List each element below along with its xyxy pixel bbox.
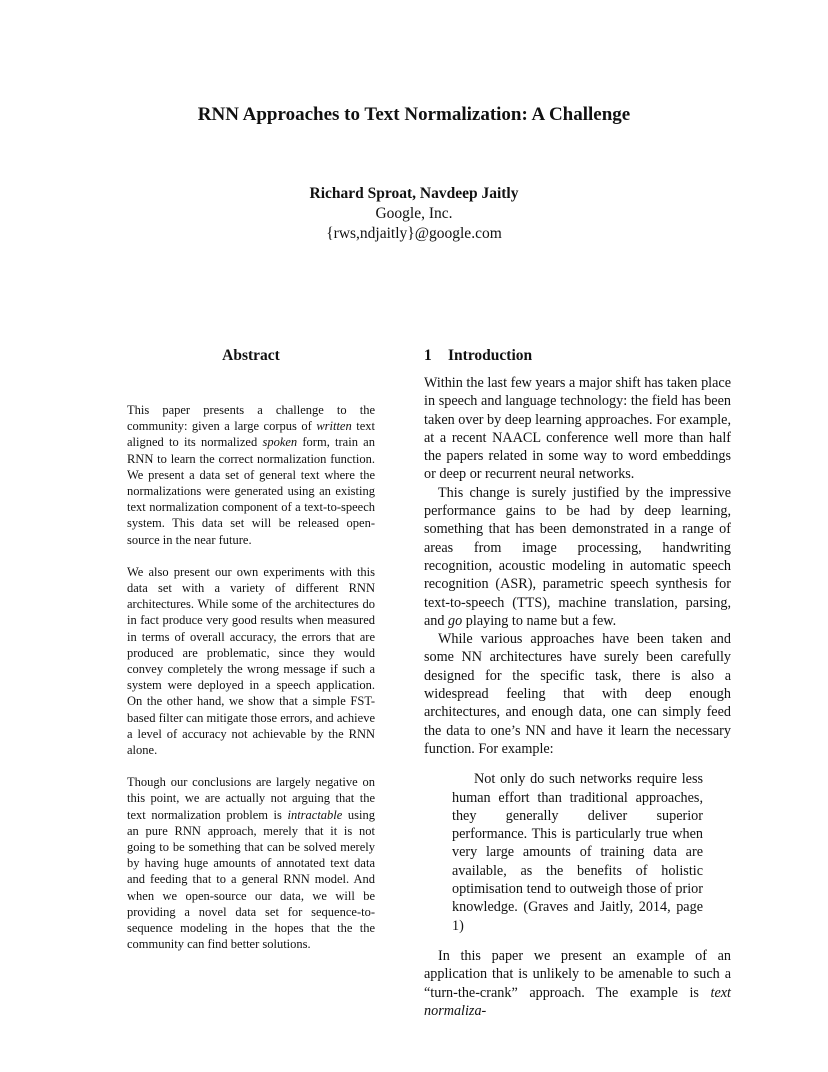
abstract-paragraph-1: This paper presents a challenge to the community: given a large corpus of written text aligned to its normalized spoken form, train an RNN to learn the correct normalization function. We present a data set of general text where the normalizations were generated using an existing text normalization component of a text-to-speech system. This data set will be released open-source in the near future. [127,403,375,547]
author-affiliation: Google, Inc. [375,205,453,222]
abstract-paragraph-2: We also present our own experiments with this data set with a variety of different RNN architectures. While some of the architectures do in fact produce very good results when measured in terms of overall accuracy, the errors that are produced are problematic, since they would convey completely the wrong message if such a system were deployed in a speech application. On the other hand, we show that a simple FST-based filter can mitigate those errors, and achieve a level of accuracy not achievable by the RNN alone. [127,564,375,758]
section-number: 1 [424,347,432,364]
block-quote: Not only do such networks require less human effort than traditional approaches, they generally deliver superior performance. This is particularly true when very large amounts of training data are available, as the benefits of holistic optimisation tend to outweigh those of prior knowledge. (Graves and Jaitly, 2014, page 1) [452,771,703,934]
intro-paragraph-3: While various approaches have been taken and some NN architectures have surely been carefully designed for the specific task, there is also a widespread feeling that with deep enough architectures, and enough data, one can simply feed the data to one’s NN and have it learn the necessary function. For example: [424,631,731,757]
section-heading-introduction [424,346,731,366]
section-title: Introduction [448,347,533,364]
abstract-column [127,346,375,969]
intro-paragraph-2: This change is surely justified by the impressive performance gains to be had by deep learning, something that has been demonstrated in a range of areas from image processing, handwriting recognition, acoustic modeling in automatic speech recognition (ASR), parametric speech synthesis for text-to-speech (TTS), machine translation, parsing, and go playing to name but a few. [424,484,731,629]
abstract-paragraph-3: Though our conclusions are largely negative on this point, we are actually not arguing that the text normalization problem is intractable using an pure RNN approach, merely that it is not going to be something that can be solved merely by having huge amounts of annotated text data and feeding that to a general RNN model. And when we open-source our data, we will be providing a novel data set for sequence-to-sequence modeling in the hopes that the the community can find better solutions. [127,775,375,952]
author-names: Richard Sproat, Navdeep Jaitly [309,185,519,202]
abstract-heading: Abstract [222,347,280,364]
intro-paragraph-4: In this paper we present an example of an application that is unlikely to be amenable to such a “turn-the-crank” approach. The example is text normaliza- [424,947,731,1019]
paper-title: RNN Approaches to Text Normalization: A Challenge [197,104,631,125]
introduction-column [424,346,731,1020]
author-block [0,184,828,244]
author-email: {rws,ndjaitly}@google.com [326,225,502,242]
intro-paragraph-1: Within the last few years a major shift has taken place in speech and language technology: the field has been taken over by deep learning approaches. For example, at a recent NAACL conference well more than half the papers related in some way to word embeddings or deep or recurrent neural networks. [424,375,731,483]
